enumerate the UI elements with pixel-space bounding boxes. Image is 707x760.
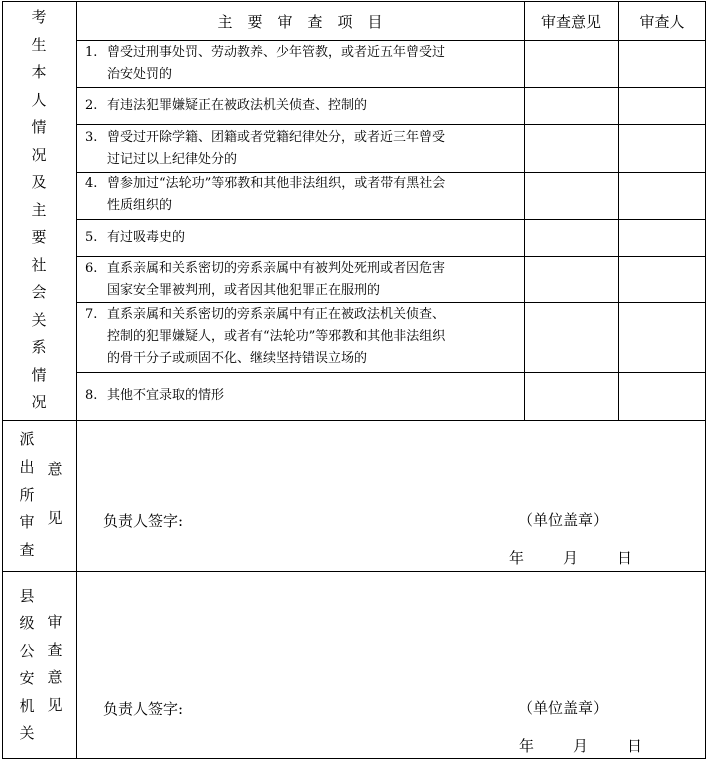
county-police-month: 月 — [573, 737, 589, 755]
item-text: 其他不宜录取的情形 — [107, 388, 225, 403]
police-station-day: 日 — [617, 549, 633, 567]
label-char: 查 — [19, 541, 35, 559]
county-police-opinion-label — [45, 615, 65, 713]
label-char: 审 — [47, 613, 63, 631]
item-text: 控制的犯罪嫌疑人，或者有“法轮功”等邪教和其他非法组织 — [107, 329, 446, 344]
label-char: 意 — [47, 668, 63, 687]
label-char: 级 — [19, 614, 35, 633]
item-text: 的骨干分子或顽固不化、继续坚持错误立场的 — [107, 351, 368, 366]
item-text: 曾受过开除学籍、团籍或者党籍纪律处分，或者近三年曾受 — [107, 130, 446, 145]
candidate-info-label — [26, 10, 52, 410]
review-item-6 — [85, 258, 525, 302]
label-char: 安 — [19, 669, 35, 688]
police-station-opinion-label — [45, 462, 65, 526]
row-divider — [76, 87, 706, 88]
label-char: 所 — [19, 485, 35, 504]
label-char: 主 — [31, 200, 47, 219]
review-item-8 — [85, 385, 525, 407]
table-border-right — [705, 1, 706, 759]
label-char: 会 — [31, 283, 47, 301]
item-number: 5. — [85, 230, 98, 245]
item-number: 4. — [85, 176, 98, 191]
item-text: 曾参加过“法轮功”等邪教和其他非法组织，或者带有黑社会 — [107, 176, 446, 191]
item-text: 有过吸毒史的 — [107, 230, 186, 245]
row-divider — [76, 256, 706, 257]
label-char: 及 — [31, 173, 47, 191]
label-char: 查 — [47, 640, 63, 659]
label-char: 情 — [31, 365, 47, 384]
item-text: 治安处罚的 — [107, 67, 173, 82]
row-divider — [76, 302, 706, 303]
police-station-month: 月 — [563, 549, 579, 567]
item-text: 国家安全罪被判刑，或者因其他犯罪正在服刑的 — [107, 283, 381, 298]
review-item-1 — [85, 42, 525, 86]
county-police-year: 年 — [519, 737, 535, 755]
label-char: 公 — [19, 641, 35, 660]
label-char: 关 — [31, 310, 47, 329]
table-border-top — [2, 1, 706, 2]
header-review-opinion: 审查意见 — [540, 13, 601, 31]
county-police-signature: 负责人签字: — [103, 700, 184, 718]
review-item-5 — [85, 227, 525, 249]
item-number: 2. — [85, 98, 98, 113]
item-text: 过记过以上纪律处分的 — [107, 152, 238, 167]
item-number: 1. — [85, 45, 98, 60]
row-divider — [76, 124, 706, 125]
review-item-4 — [85, 173, 525, 217]
label-char: 况 — [31, 393, 47, 411]
label-char: 考 — [31, 8, 47, 26]
county-police-seal: （单位盖章） — [518, 699, 609, 717]
label-char: 见 — [47, 509, 63, 527]
label-char: 出 — [19, 457, 35, 476]
label-char: 审 — [19, 513, 35, 532]
item-number: 7. — [85, 307, 98, 322]
label-char: 要 — [31, 228, 47, 246]
county-police-label — [17, 589, 37, 741]
item-number: 6. — [85, 261, 98, 276]
label-char: 生 — [31, 35, 47, 54]
county-police-day: 日 — [627, 737, 643, 755]
item-text: 直系亲属和关系密切的旁系亲属中有被判处死刑或者因危害 — [107, 261, 446, 276]
item-text: 有违法犯罪嫌疑正在被政法机关侦查、控制的 — [107, 98, 368, 113]
row-divider — [76, 40, 706, 41]
label-char: 情 — [31, 118, 47, 136]
review-item-7 — [85, 304, 525, 370]
table-border-bottom — [2, 758, 706, 759]
row-divider — [76, 219, 706, 220]
police-station-label — [17, 432, 37, 558]
label-char: 派 — [19, 430, 35, 448]
label-char: 县 — [19, 587, 35, 605]
section-divider-2 — [2, 571, 706, 572]
label-char: 社 — [31, 255, 47, 274]
reviewer-column-divider — [618, 1, 619, 421]
item-text: 曾受过刑事处罚、劳动教养、少年管教，或者近五年曾受过 — [107, 45, 446, 60]
police-station-year: 年 — [509, 549, 525, 567]
item-number: 3. — [85, 130, 98, 145]
label-char: 人 — [31, 90, 47, 109]
police-station-seal: （单位盖章） — [518, 511, 609, 529]
section-divider-1 — [2, 420, 706, 421]
label-char: 系 — [31, 338, 47, 356]
label-char: 机 — [19, 696, 35, 715]
table-border-left — [2, 1, 3, 759]
item-text: 性质组织的 — [107, 198, 173, 213]
header-reviewer: 审查人 — [639, 13, 685, 31]
label-char: 况 — [31, 145, 47, 164]
review-item-3 — [85, 127, 525, 171]
item-text: 直系亲属和关系密切的旁系亲属中有正在被政法机关侦查、 — [107, 307, 446, 322]
label-char: 本 — [31, 63, 47, 81]
label-char: 关 — [19, 723, 35, 742]
row-divider — [76, 372, 706, 373]
header-main-items: 主 要 审 查 项 目 — [217, 13, 383, 31]
label-char: 见 — [47, 695, 63, 714]
label-char: 意 — [47, 460, 63, 478]
review-item-2 — [85, 95, 525, 117]
label-column-divider — [76, 1, 77, 759]
police-station-signature: 负责人签字: — [103, 512, 184, 530]
item-number: 8. — [85, 388, 98, 403]
